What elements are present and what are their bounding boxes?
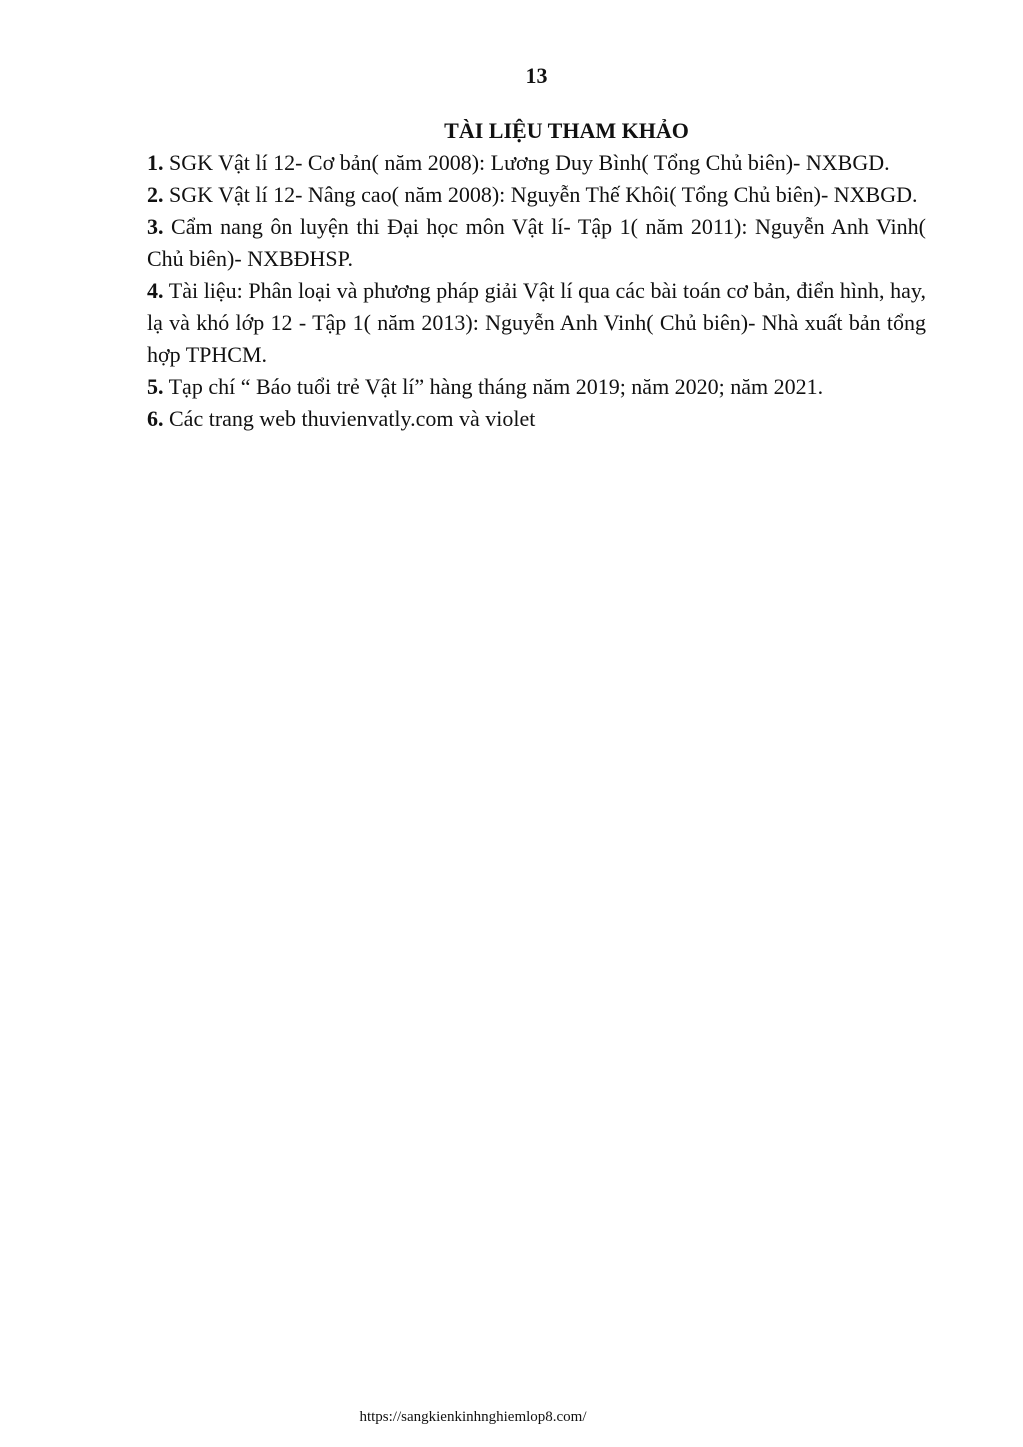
page-title: TÀI LIỆU THAM KHẢO <box>444 118 689 143</box>
reference-item <box>147 147 926 179</box>
reference-text: SGK Vật lí 12- Cơ bản( năm 2008): Lương Duy Bình( Tổng Chủ biên)- NXBGD. <box>169 150 890 175</box>
reference-text: Các trang web thuvienvatly.com và violet <box>169 406 536 431</box>
reference-list <box>147 147 926 435</box>
reference-number: 3. <box>147 214 164 239</box>
reference-item <box>147 371 926 403</box>
page-number: 13 <box>525 63 548 88</box>
reference-item <box>147 211 926 275</box>
footer-url: https://sangkienkinhnghiemlop8.com/ <box>359 1409 587 1425</box>
reference-item <box>147 403 926 435</box>
reference-text: Tài liệu: Phân loại và phương pháp giải Vật lí qua các bài toán cơ bản, điển hình, hay, lạ và khó lớp 12 - Tập 1( năm 2013): Nguyễn Anh Vinh( Chủ biên)- Nhà xuất bản tổng hợp TPHCM. <box>147 278 927 367</box>
reference-text: Cẩm nang ôn luyện thi Đại học môn Vật lí- Tập 1( năm 2011): Nguyễn Anh Vinh( Chủ biên)- NXBĐHSP. <box>147 214 926 271</box>
reference-text: Tạp chí “ Báo tuổi trẻ Vật lí” hàng tháng năm 2019; năm 2020; năm 2021. <box>168 374 824 399</box>
reference-number: 6. <box>147 406 164 431</box>
reference-number: 1. <box>147 150 164 175</box>
reference-number: 4. <box>147 278 164 303</box>
reference-item <box>147 179 926 211</box>
reference-text: SGK Vật lí 12- Nâng cao( năm 2008): Nguyễn Thế Khôi( Tổng Chủ biên)- NXBGD. <box>169 182 918 207</box>
reference-number: 5. <box>147 374 164 399</box>
reference-item <box>147 275 926 371</box>
reference-number: 2. <box>147 182 164 207</box>
